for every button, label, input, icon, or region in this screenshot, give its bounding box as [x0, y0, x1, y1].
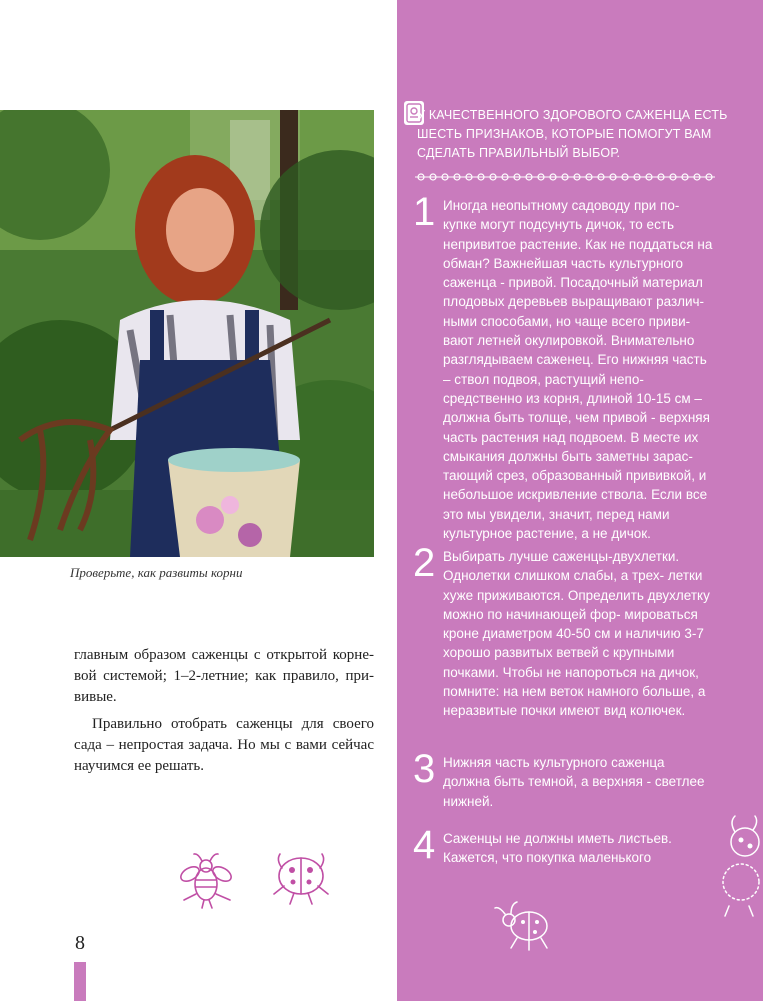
gardener-photo	[0, 110, 374, 557]
ladybug-vertical-doodle-icon	[719, 810, 763, 920]
bee-doodle-icon	[176, 850, 238, 910]
page-tab-marker	[74, 962, 86, 1001]
tip-text: Выбирать лучше саженцы-двухлетки. Однолетки слишком слабы, а трех- летки хуже приживаются. Определить двухлетку можно по начинающей фор- мироваться кроне диаметром 40-50 см и наличию 3-7 хорошо развитых ветвей с крупными почками. Чтобы не напороться на дичок, помните: на нем веток намного больше, а неразвитые почки имеют вид колючек.	[443, 549, 710, 719]
tip-item-2	[413, 541, 713, 721]
body-paragraph-1: главным образом саженцы с открытой корне- вой системой; 1–2-летние; как правило, при- вивые.	[74, 647, 374, 705]
tips-sidebar	[397, 0, 763, 1001]
tip-number: 1	[413, 190, 436, 234]
tip-number: 3	[413, 747, 436, 791]
tip-text: Саженцы не должны иметь листьев. Кажется, что покупка маленького	[443, 831, 672, 866]
ladybug-doodle-icon	[266, 846, 336, 910]
body-paragraph-2: Правильно отобрать саженцы для своего сада – непростая задача. Но мы с вами сейчас научимся ее решать.	[74, 716, 374, 774]
tip-item-3	[413, 747, 713, 811]
tip-number: 2	[413, 541, 436, 585]
tip-number: 4	[413, 823, 436, 867]
sidebar-intro: У КАЧЕСТВЕННОГО ЗДОРОВОГО САЖЕНЦА ЕСТЬ ШЕСТЬ ПРИЗНАКОВ, КОТОРЫЕ ПОМОГУТ ВАМ СДЕЛАТЬ ПРАВИЛЬНЫЙ ВЫБОР.	[417, 108, 728, 160]
body-text	[74, 645, 374, 777]
tip-text: Иногда неопытному садоводу при по- купке могут подсунуть дичок, то есть непривитое растение. Как не поддаться на обман? Важнейшая часть культурного саженца - привой. Посадочный материал плодовых деревьев выращивают различ- ными способами, но чаще всего приви- вают летней окулировкой. Внимательно разглядываем саженец. Его нижняя часть – ствол подвоя, растущий непо- средственно из корня, длиной 10-15 см – должна быть толще, чем привой - верхняя часть растения над подвоем. В месте их смыкания должны быть заметны зарас- тающий срез, образованный прививкой, и небольшое искривление ствола. Если все это мы увидели, значит, перед нами культурное растение, а не дичок.	[443, 198, 713, 542]
tip-item-1	[413, 190, 713, 543]
dotted-divider	[415, 172, 715, 182]
page-number: 8	[75, 932, 85, 954]
tip-text: Нижняя часть культурного саженца должна быть темной, а верхняя - светлее нижней.	[443, 755, 705, 809]
photo-caption: Проверьте, как развиты корни	[70, 565, 243, 580]
beetle-doodle-icon	[493, 900, 559, 952]
tip-item-4	[413, 823, 713, 868]
